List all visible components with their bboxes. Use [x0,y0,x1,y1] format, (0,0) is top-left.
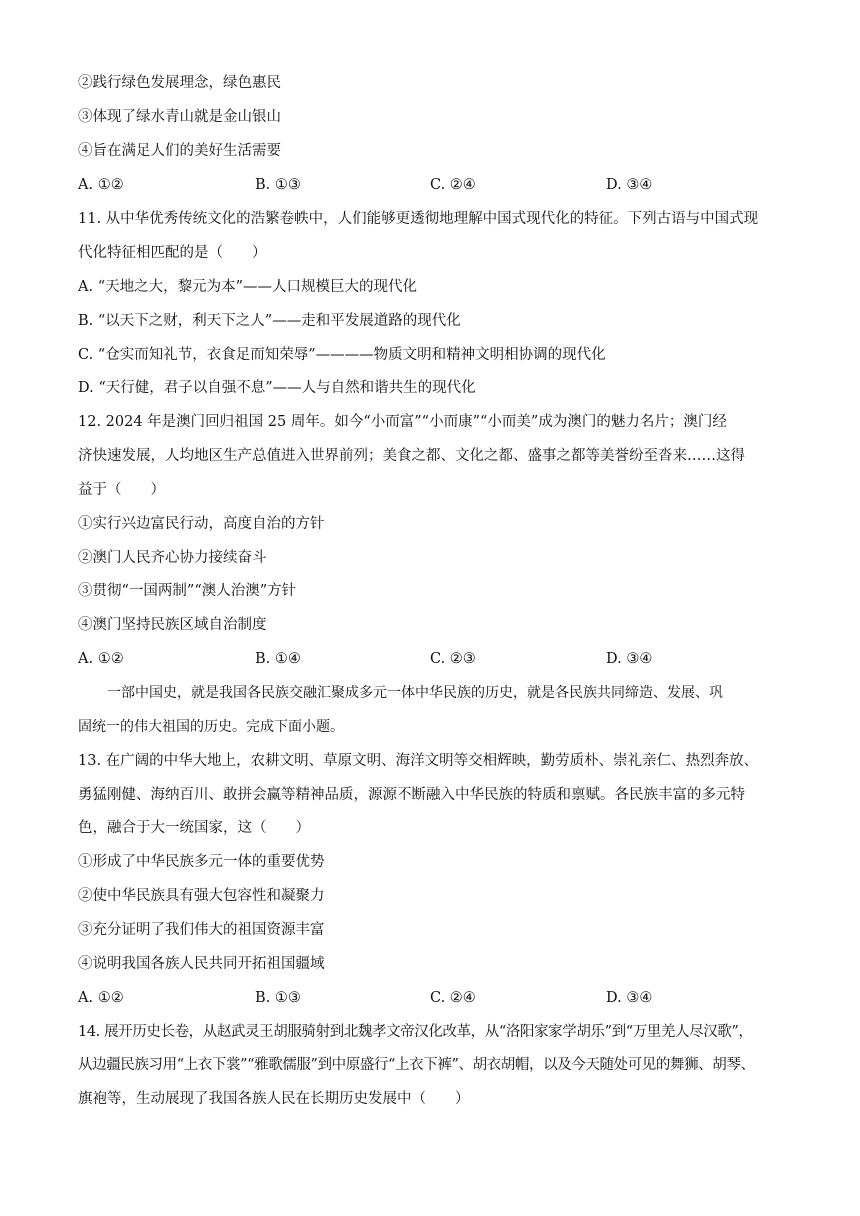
passage-line-2: 固统一的伟大祖国的历史。完成下面小题。 [78,719,344,735]
q12-stem-line-3: 益于（ ） [78,482,165,498]
q12-option-c[interactable]: C. ②③ [430,651,476,667]
q13-item-4: ④说明我国各族人民共同开拓祖国疆域 [78,956,325,972]
q13-option-b[interactable]: B. ①③ [255,990,301,1006]
q10-option-c[interactable]: C. ②④ [430,177,476,193]
q13-item-3: ③充分证明了我们伟大的祖国资源丰富 [78,922,325,938]
q12-item-3: ③贯彻“一国两制”“澳人治澳”方针 [78,583,297,599]
q12-item-2: ②澳门人民齐心协力接续奋斗 [78,550,267,566]
q13-stem-line-3: 色，融合于大一统国家，这（ ） [78,820,310,836]
q13-item-1: ①形成了中华民族多元一体的重要优势 [78,854,325,870]
q10-option-d[interactable]: D. ③④ [606,177,653,193]
q10-item-2: ②践行绿色发展理念，绿色惠民 [78,75,281,91]
q14-stem-line-3: 旗袍等，生动展现了我国各族人民在长期历史发展中（ ） [78,1091,470,1107]
q10-item-4: ④旨在满足人们的美好生活需要 [78,143,281,159]
q12-item-4: ④澳门坚持民族区域自治制度 [78,617,267,633]
q11-choice-d[interactable]: D. “天行健，君子以自强不息”——人与自然和谐共生的现代化 [78,380,476,396]
q13-option-c[interactable]: C. ②④ [430,990,476,1006]
q12-stem-line-1: 12. 2024 年是澳门回归祖国 25 周年。如今“小而富”“小而康”“小而美”成为澳门的魅力名片；澳门经 [78,414,727,430]
q13-option-d[interactable]: D. ③④ [606,990,653,1006]
q13-item-2: ②使中华民族具有强大包容性和凝聚力 [78,888,325,904]
q13-stem-line-2: 勇猛刚健、海纳百川、敢拼会赢等精神品质，源源不断融入中华民族的特质和禀赋。各民族丰富的多元特 [78,787,745,803]
q13-options [78,988,798,1008]
q10-item-3: ③体现了绿水青山就是金山银山 [78,109,281,125]
q10-option-b[interactable]: B. ①③ [255,177,301,193]
passage-line-1: 一部中国史，就是我国各民族交融汇聚成多元一体中华民族的历史，就是各民族共同缔造、发展、巩 [107,685,723,701]
q13-stem-line-1: 13. 在广阔的中华大地上，农耕文明、草原文明、海洋文明等交相辉映，勤劳质朴、崇礼亲仁、热烈奔放、 [78,753,759,769]
q12-option-d[interactable]: D. ③④ [606,651,653,667]
q12-options [78,649,798,669]
q14-stem-line-2: 从边疆民族习用“上衣下裳”“雅歌儒服”到中原盛行“上衣下裤”、胡衣胡帽，以及今天随处可见的舞狮、胡琴、 [78,1057,755,1073]
q11-stem-line-1: 11. 从中华优秀传统文化的浩繁卷帙中，人们能够更透彻地理解中国式现代化的特征。下列古语与中国式现 [78,211,759,227]
q14-stem-line-1: 14. 展开历史长卷，从赵武灵王胡服骑射到北魏孝文帝汉化改革，从“洛阳家家学胡乐”到“万里羌人尽汉歌”， [78,1024,753,1040]
q12-item-1: ①实行兴边富民行动，高度自治的方针 [78,516,325,532]
q10-options [78,175,798,195]
q10-option-a[interactable]: A. ①② [78,177,124,193]
q12-option-a[interactable]: A. ①② [78,651,124,667]
q11-choice-a[interactable]: A. “天地之大，黎元为本”——人口规模巨大的现代化 [78,279,418,295]
q12-option-b[interactable]: B. ①④ [255,651,301,667]
q11-choice-b[interactable]: B. “以天下之财，利天下之人”——走和平发展道路的现代化 [78,313,461,329]
q11-stem-line-2: 代化特征相匹配的是（ ） [78,245,267,261]
q11-choice-c[interactable]: C. “仓实而知礼节，衣食足而知荣辱”————物质文明和精神文明相协调的现代化 [78,347,606,363]
q13-option-a[interactable]: A. ①② [78,990,124,1006]
q12-stem-line-2: 济快速发展，人均地区生产总值进入世界前列；美食之都、文化之都、盛事之都等美誉纷至沓来……这得 [78,448,745,464]
